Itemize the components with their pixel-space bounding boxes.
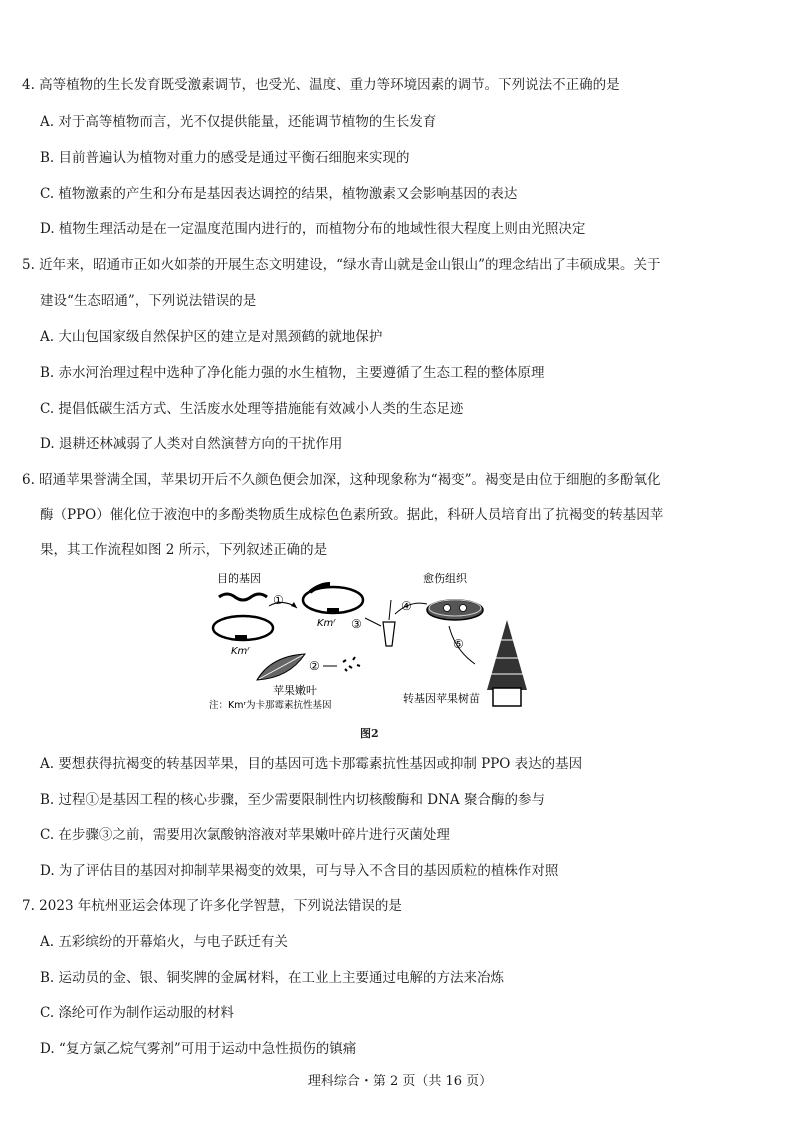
q4-option-a: A. 对于高等植物而言，光不仅提供能量，还能调节植物的生长发育 (40, 114, 437, 130)
step-1-marker: ① (273, 593, 284, 607)
arrowhead-step-1 (291, 602, 297, 608)
q5-option-a: A. 大山包国家级自然保护区的建立是对黑颈鹤的就地保护 (40, 329, 383, 345)
figure-2-diagram (205, 570, 550, 710)
q7-option-a: A. 五彩缤纷的开幕焰火，与电子跃迁有关 (40, 934, 288, 950)
page-footer: 理科综合・第 2 页（共 16 页） (307, 1074, 493, 1089)
q7-option-c: C. 涤纶可作为制作运动服的材料 (40, 1005, 234, 1021)
q7-stem: 7. 2023 年杭州亚运会体现了许多化学智慧，下列说法错误的是 (22, 898, 402, 914)
q4-stem: 4. 高等植物的生长发育既受激素调节，也受光、温度、重力等环境因素的调节。下列说法不正确的是 (22, 77, 620, 93)
arrow-step-3 (365, 618, 381, 626)
label-km-left: Kmʳ (231, 646, 250, 657)
q6-option-a: A. 要想获得抗褐变的转基因苹果，目的基因可选卡那霉素抗性基因或抑制 PPO 表达的基因 (40, 756, 583, 772)
figure-note: 注：Kmʳ为卡那霉素抗性基因 (209, 700, 332, 710)
label-km-right: Kmʳ (317, 618, 336, 629)
q5-option-c: C. 提倡低碳生活方式、生活废水处理等措施能有效减小人类的生态足迹 (40, 401, 464, 417)
label-callus: 愈伤组织 (423, 572, 467, 585)
seedling-foliage (487, 620, 527, 690)
step-2-marker: ② (309, 659, 320, 673)
q5-option-d: D. 退耕还林减弱了人类对自然演替方向的干扰作用 (40, 436, 343, 452)
leaf-fragments (343, 657, 360, 671)
label-target-gene: 目的基因 (217, 572, 261, 585)
callus-1 (444, 605, 451, 612)
seedling-pot (493, 688, 521, 706)
q6-stem-line2: 酶（PPO）催化位于液泡中的多酚类物质生成棕色色素所致。据此，科研人员培育出了抗褐变的转基因苹 (40, 507, 664, 523)
step-5-marker: ⑤ (453, 637, 464, 651)
q7-option-d: D. “复方氯乙烷气雾剂”可用于运动中急性损伤的镇痛 (40, 1041, 357, 1057)
q4-option-b: B. 目前普遍认为植物对重力的感受是通过平衡石细胞来实现的 (40, 150, 410, 166)
callus-2 (460, 605, 467, 612)
q6-option-d: D. 为了评估目的基因对抑制苹果褐变的效果，可与导入不含目的基因质粒的植株作对照 (40, 863, 559, 879)
step-4-marker: ④ (401, 599, 412, 613)
q6-stem-line1: 6. 昭通苹果誉满全国，苹果切开后不久颜色便会加深，这种现象称为“褐变”。褐变是由位于细胞的多酚氧化 (22, 472, 661, 488)
plasmid-recombinant-km-marker (327, 608, 339, 612)
step-3-marker: ③ (351, 617, 362, 631)
centrifuge-tube (383, 622, 395, 646)
tube-pipette (389, 600, 391, 620)
q7-option-b: B. 运动员的金、银、铜奖牌的金属材料，在工业上主要通过电解的方法来冶炼 (40, 970, 505, 986)
label-apple-leaf: 苹果嫩叶 (273, 684, 317, 697)
figure-caption: 图2 (360, 727, 379, 740)
label-seedling: 转基因苹果树苗 (403, 692, 480, 705)
target-gene-strand (219, 594, 267, 600)
q5-stem-line2: 建设“生态昭通”，下列说法错误的是 (40, 293, 257, 309)
plasmid-km-marker (235, 635, 247, 639)
q5-option-b: B. 赤水河治理过程中选种了净化能力强的水生植物，主要遵循了生态工程的整体原理 (40, 365, 545, 381)
q6-stem-line3: 果，其工作流程如图 2 所示，下列叙述正确的是 (40, 542, 328, 558)
q4-option-d: D. 植物生理活动是在一定温度范围内进行的，而植物分布的地域性很大程度上则由光照决定 (40, 221, 586, 237)
q6-option-b: B. 过程①是基因工程的核心步骤，至少需要限制性内切核酸酶和 DNA 聚合酶的参与 (40, 792, 545, 808)
q6-option-c: C. 在步骤③之前，需要用次氯酸钠溶液对苹果嫩叶碎片进行灭菌处理 (40, 827, 450, 843)
q4-option-c: C. 植物激素的产生和分布是基因表达调控的结果，植物激素又会影响基因的表达 (40, 186, 518, 202)
q5-stem-line1: 5. 近年来，昭通市正如火如荼的开展生态文明建设，“绿水青山就是金山银山”的理念结出了丰硕成果。关于 (22, 257, 661, 273)
